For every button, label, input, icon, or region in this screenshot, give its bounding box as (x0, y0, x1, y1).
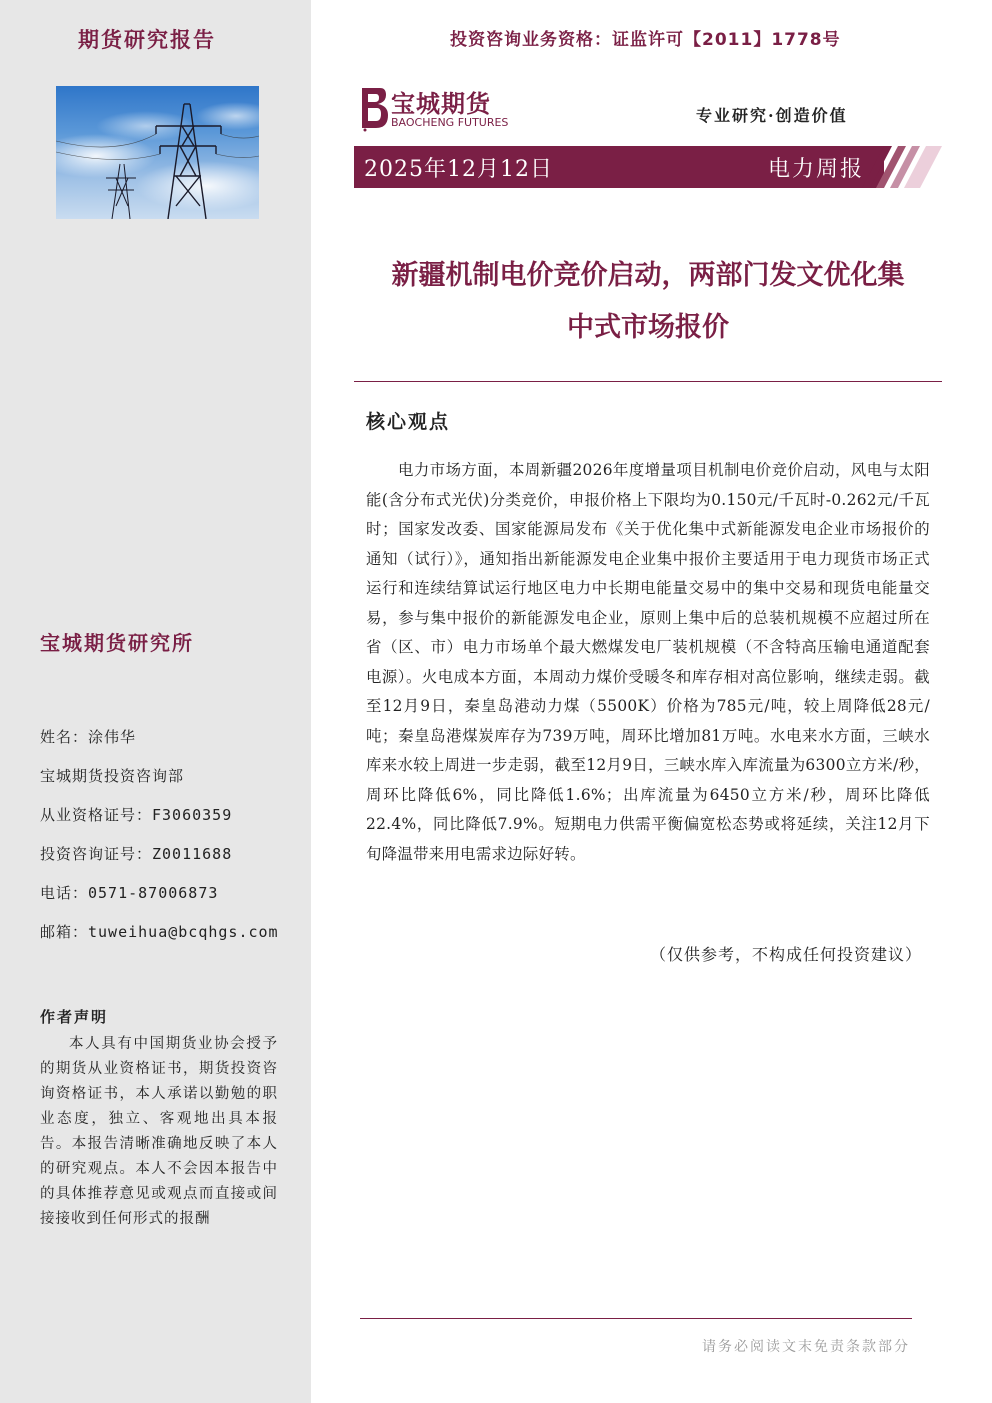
qualification-number: 从业资格证号：F3060359 (40, 806, 233, 824)
author-department: 宝城期货投资咨询部 (40, 767, 185, 785)
consult-cert-number: 投资咨询证号：Z0011688 (40, 845, 233, 863)
date-banner (354, 146, 884, 188)
declaration-title: 作者声明 (40, 1008, 109, 1026)
footer-divider (360, 1318, 912, 1319)
footer-note: 请务必阅读文末免责条款部分 (702, 1339, 910, 1355)
author-name: 姓名：涂伟华 (40, 728, 137, 746)
phone-number: 电话：0571-87006873 (40, 884, 219, 902)
report-category: 期货研究报告 (78, 28, 216, 52)
report-date: 2025年12月12日 (364, 157, 553, 182)
core-view-body: 电力市场方面，本周新疆2026年度增量项目机制电价竞价启动，风电与太阳能(含分布式光伏)分类竞价，申报价格上下限均为0.150元/千瓦时-0.262元/千瓦时；国家发改委、国家能源局发布《关于优化集中式新能源发电企业市场报价的通知（试行）》，通知指出新能源发电企业集中报价主要适用于电力现货市场正式运行和连续结算试运行地区电力中长期电能量交易中的集中交易和现货电能量交易，参与集中报价的新能源发电企业，原则上集中后的总装机规模不应超过所在省（区、市）电力市场单个最大燃煤发电厂装机规模（不含特高压输电通道配套电源）。火电成本方面，本周动力煤价受暖冬和库存相对高位影响，继续走弱。截至12月9日，秦皇岛港动力煤（5500K）价格为785元/吨，较上周降低28元/吨；秦皇岛港煤炭库存为739万吨，周环比增加81万吨。水电来水方面，三峡水库来水较上周进一步走弱，截至12月9日，三峡水库入库流量为6300立方米/秒，周环比降低6%，同比降低1.6%；出库流量为6450立方米/秒，周环比降低22.4%，同比降低7.9%。短期电力供需平衡偏宽松态势或将延续，关注12月下旬降温带来用电需求边际好转。 (366, 461, 930, 863)
report-headline (354, 250, 942, 354)
company-logo (356, 84, 526, 134)
power-tower-photo (56, 86, 259, 219)
slogan: 专业研究·创造价值 (696, 106, 848, 125)
headline-line-2: 中式市场报价 (567, 312, 729, 343)
license-info: 投资咨询业务资格：证监许可【2011】1778号 (450, 30, 841, 50)
baocheng-logo-icon (356, 84, 390, 132)
report-type: 电力周报 (767, 157, 864, 182)
declaration-body: 本人具有中国期货业协会授予的期货从业资格证书，期货投资咨询资格证书，本人承诺以勤勉的职业态度，独立、客观地出具本报告。本报告清晰准确地反映了本人的研究观点。本人不会因本报告中的具体推荐意见或观点而直接或间接接收到任何形式的报酬 (40, 1036, 278, 1227)
logo-english-name: BAOCHENG FUTURES (391, 116, 509, 129)
sidebar (0, 0, 311, 1403)
institute-name: 宝城期货研究所 (40, 631, 194, 655)
headline-line-1: 新疆机制电价竞价启动，两部门发文优化集 (391, 260, 905, 291)
banner-stripes (862, 146, 942, 188)
core-view-title: 核心观点 (366, 411, 451, 433)
disclaimer: （仅供参考，不构成任何投资建议） (649, 945, 922, 964)
email-address: 邮箱：tuweihua@bcqhgs.com (40, 923, 279, 941)
headline-divider (354, 381, 942, 382)
logo-chinese-name: 宝城期货 (391, 90, 491, 118)
